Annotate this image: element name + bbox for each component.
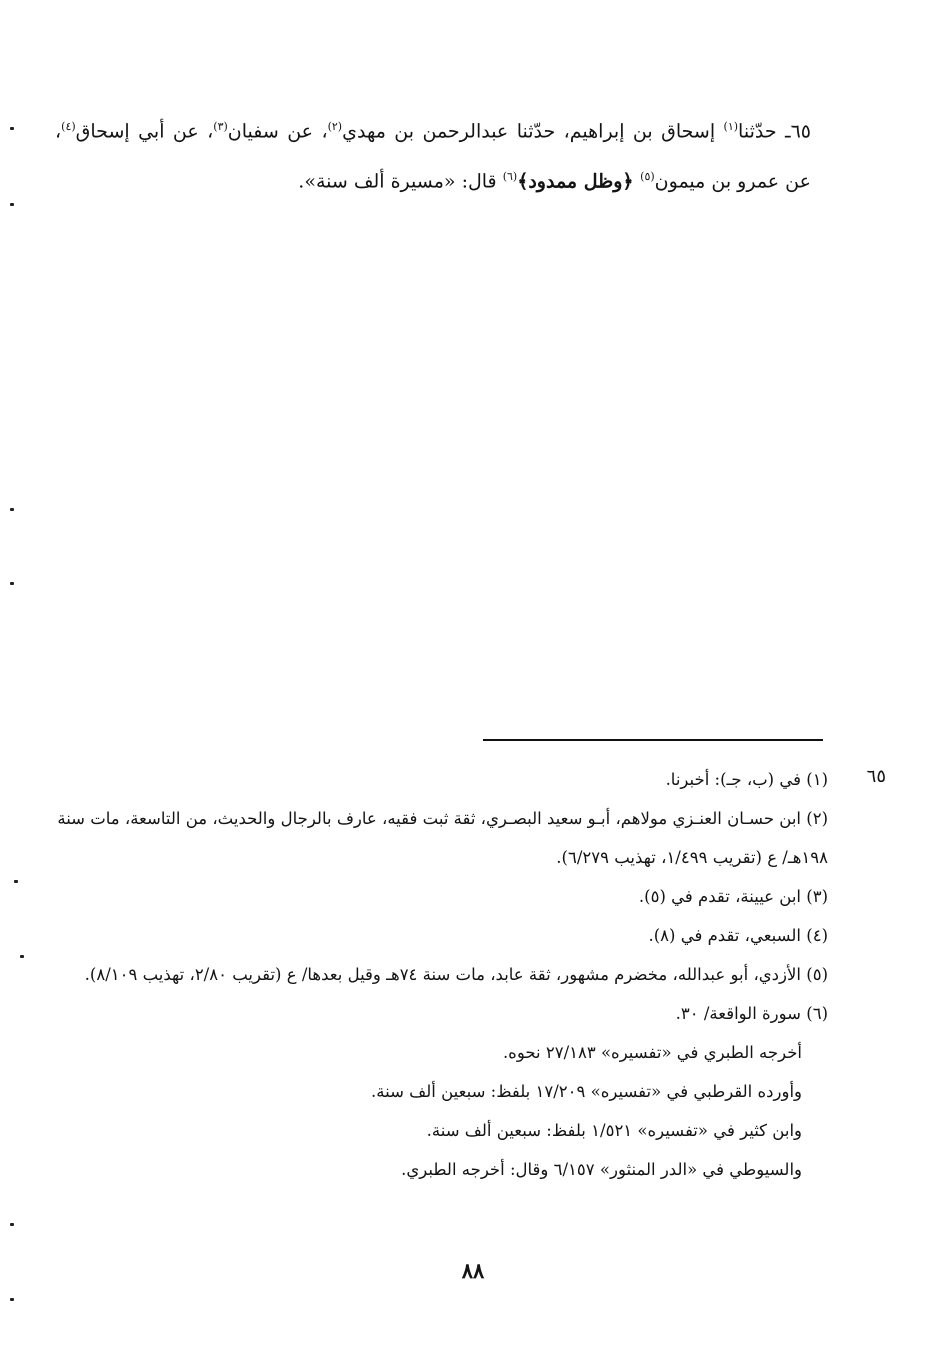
takhrij-line: وابن كثير في «تفسيره» ١/٥٢١ بلفظ: سبعين ألف سنة. <box>426 1121 802 1140</box>
margin-speck <box>20 955 24 958</box>
footnote-1: (١) في (ب، جـ): أخبرنا. <box>665 770 828 789</box>
page-number: ٨٨ <box>461 1258 485 1283</box>
footnote-5: (٥) الأزدي، أبو عبدالله، مخضرم مشهور، ثقة عابد، مات سنة ٧٤هـ وقيل بعدها/ ع (تقريب ٢/٨٠، تهذيب ٨/١٠٩). <box>84 965 828 984</box>
hadith-number: ٦٥ <box>866 766 886 787</box>
margin-speck <box>10 508 14 511</box>
footnotes <box>55 760 828 1189</box>
footnote-ref-3[interactable]: (٣) <box>213 120 228 133</box>
footnote-6: (٦) سورة الواقعة/ ٣٠. <box>675 1004 828 1023</box>
hadith-text-segment: ، عن عمرو بن ميمون <box>55 120 811 193</box>
hadith-text-segment: ، عن سفيان <box>227 120 328 143</box>
footnote-3: (٣) ابن عيينة، تقدم في (٥). <box>638 887 828 906</box>
margin-speck <box>10 1223 14 1226</box>
quran-verse: ﴿وظل ممدود﴾ <box>517 170 641 193</box>
takhrij-line: والسيوطي في «الدر المنثور» ٦/١٥٧ وقال: أخرجه الطبري. <box>401 1160 802 1179</box>
footnote-2: (٢) ابن حسـان العنـزي مولاهم، أبـو سعيد البصـري، ثقة ثبت فقيه، عارف بالرجال والحديث، من التاسعة، مات سنة ١٩٨هـ/ ع (تقريب ١/٤٩٩، تهذيب ٦/٢٧٩). <box>57 809 828 867</box>
takhrij-line: وأورده القرطبي في «تفسيره» ١٧/٢٠٩ بلفظ: سبعين ألف سنة. <box>371 1082 802 1101</box>
margin-speck <box>10 582 14 585</box>
footnote-4: (٤) السبعي، تقدم في (٨). <box>648 926 828 945</box>
takhrij-line: أخرجه الطبري في «تفسيره» ٢٧/١٨٣ نحوه. <box>502 1043 802 1062</box>
hadith-text-segment: ، عن أبي إسحاق <box>75 120 214 143</box>
margin-speck <box>10 1298 14 1301</box>
footnote-ref-5[interactable]: (٥) <box>640 170 655 184</box>
footnote-separator <box>483 739 823 741</box>
margin-speck <box>14 880 18 883</box>
hadith-text-segment: ٦٥ـ حدّثنا <box>738 120 811 143</box>
margin-speck <box>10 203 14 206</box>
footnote-ref-2[interactable]: (٢) <box>327 120 343 133</box>
hadith-text-segment: قال: «مسيرة ألف سنة». <box>298 170 503 193</box>
footnote-ref-6[interactable]: (٦) <box>502 170 518 184</box>
footnote-ref-1[interactable]: (١) <box>723 120 739 133</box>
margin-speck <box>10 127 14 130</box>
hadith-text-segment: إسحاق بن إبراهيم، حدّثنا عبدالرحمن بن مهدي <box>342 120 724 143</box>
hadith-text <box>55 104 811 205</box>
footnote-ref-4[interactable]: (٤) <box>61 120 76 133</box>
